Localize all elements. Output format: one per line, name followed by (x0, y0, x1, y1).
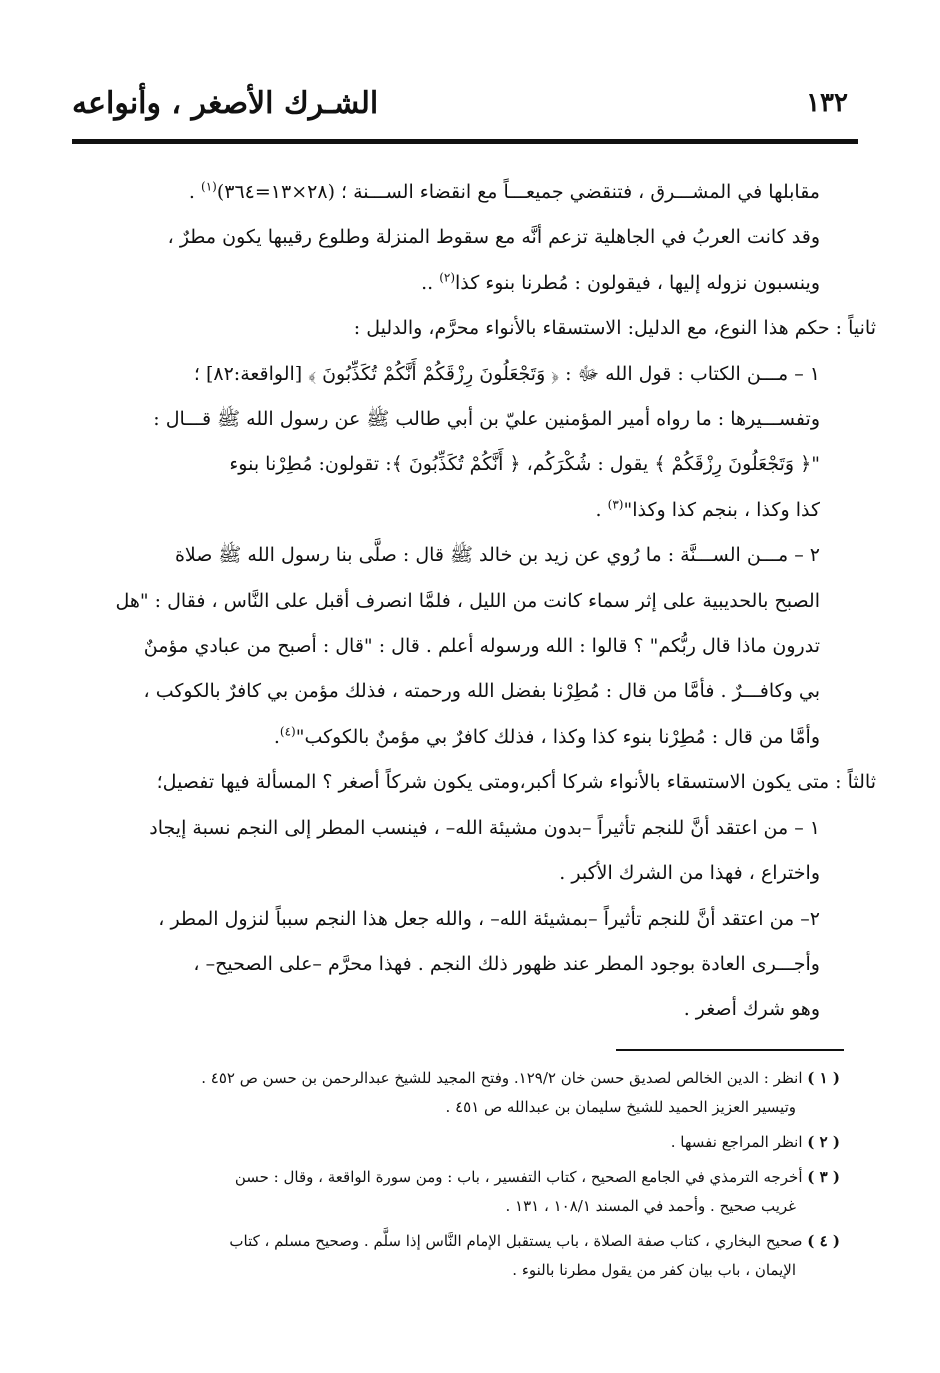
text-line-content: الصبح بالحديبية على إثر سماء كانت من الليل ، فلمَّا انصرف أقبل على النَّاس ، فقال : "هل (115, 589, 820, 612)
text-line (75, 397, 820, 442)
header-rule (72, 139, 858, 144)
footnote-reference: (٣) (607, 497, 624, 512)
text-line-content: مقابلها في المشـــرق ، فتنقضي جميعـــاً مع انقضاء الســـنة ؛ (٢٨×١٣=٣٦٤) (216, 181, 820, 203)
text-line-content: بي وكافـــرٌ . فأمَّا من قال : مُطِرْنا بفضل الله ورحمته ، فذلك مؤمن بي كافرٌ بالكوكب ، (143, 680, 820, 703)
text-line-content: ١ – مـــن الكتاب : قول الله ﷻ : ﴿ وَتَجْعَلُونَ رِزْقَكُمْ أَنَّكُمْ تُكَذِّبُونَ ﴾ [الواقعة:٨٢] ؛ (193, 362, 820, 385)
footnote-number: ( ٤ ) (807, 1232, 840, 1250)
text-line-content: ٢– من اعتقد أنَّ للنجم تأثيراً –بمشيئة الله– ، والله جعل هذا النجم سبباً لنزول المطر ، (158, 907, 820, 930)
footnote-line (100, 1064, 840, 1093)
text-line (75, 306, 876, 351)
footnote (100, 1064, 840, 1122)
text-line (75, 215, 820, 260)
footnote (100, 1163, 840, 1221)
text-line (75, 533, 820, 578)
footnote-text: غريب صحيح . وأحمد في المسند ١٠٨/١ ، ١٣١ . (505, 1197, 796, 1215)
text-line (75, 806, 820, 851)
footnote-text: أخرجه الترمذي في الجامع الصحيح ، كتاب التفسير ، باب : ومن سورة الواقعة ، وقال : حسن (234, 1168, 803, 1186)
footnote-text: انظر المراجع نفسها . (670, 1133, 803, 1151)
text-line-content: تدرون ماذا قال ربُّكم" ؟ قالوا : الله ورسوله أعلم . قال : "قال : أصبح من عبادي مؤمنٌ (143, 635, 820, 658)
footnote-line (100, 1093, 840, 1122)
text-line-content: ١ – من اعتقد أنَّ للنجم تأثيراً –بدون مشيئة الله– ، فينسب المطر إلى النجم نسبة إيجاد (149, 816, 820, 839)
text-line (75, 624, 820, 669)
running-header (72, 80, 858, 140)
text-line-content: "﴿ وَتَجْعَلُونَ رِزْقَكُمْ ﴾ يقول : شُكْرَكُم، ﴿ أَنَّكُمْ تُكَذِّبُونَ ﴾: تقولون: مُطِرْنا بنوء (229, 453, 820, 476)
footnote-text: انظر : الدين الخالص لصديق حسن خان ١٢٩/٢. وفتح المجيد للشيخ عبدالرحمن بن حسن ص ٤٥٢ . (201, 1069, 803, 1087)
text-line-content: ٢ – مـــن الســـنَّة : ما رُوي عن زيد بن خالد ﷺ قال : صلَّى بنا رسول الله ﷺ صلاة (174, 544, 820, 567)
text-line (75, 760, 876, 805)
line-punctuation: . (595, 498, 608, 521)
text-line-content: كذا وكذا ، بنجم كذا وكذا" (623, 498, 820, 521)
footnote-reference: (٢) (439, 270, 456, 285)
footnote-line (100, 1256, 840, 1285)
text-line (75, 442, 820, 487)
footnote-line (100, 1227, 840, 1256)
text-line (75, 942, 820, 987)
text-line (75, 488, 820, 533)
line-punctuation: .. (421, 271, 440, 294)
body-text (75, 170, 876, 1033)
text-line (75, 669, 820, 714)
page-number: ١٣٢ (806, 88, 848, 118)
footnote (100, 1227, 840, 1285)
footnote-line (100, 1192, 840, 1221)
footnote-number: ( ١ ) (807, 1069, 840, 1087)
footnote-text: الإيمان ، باب بيان كفر من يقول مطرنا بالنوء . (512, 1261, 796, 1279)
text-line-content: وتفســـيرها : ما رواه أمير المؤمنين عليّ بن أبي طالب ﷺ عن رسول الله ﷺ قـــال : (153, 408, 820, 431)
line-punctuation: . (188, 181, 201, 203)
footnote-reference: (٤) (279, 724, 296, 739)
footnote-line (100, 1128, 840, 1157)
text-line-content: وينسبون نزوله إليها ، فيقولون : مُطرنا بنوء كذا (455, 271, 820, 294)
text-line (75, 987, 820, 1032)
footnote-number: ( ٢ ) (807, 1133, 840, 1151)
header-title: الشـرك الأصغر ، وأنواعه (72, 86, 379, 121)
text-line-content: وقد كانت العربُ في الجاهلية تزعم أنَّه مع سقوط المنزلة وطلوع رقيبها يكون مطرٌ ، (167, 226, 820, 249)
text-line (75, 352, 820, 397)
footnote-line (100, 1163, 840, 1192)
text-line-content: واختراع ، فهذا من الشرك الأكبر . (559, 862, 820, 885)
text-line (75, 897, 820, 942)
text-line-content: ثانياً : حكم هذا النوع، مع الدليل: الاستسقاء بالأنواء محرَّم، والدليل : (353, 317, 876, 340)
text-line (75, 715, 820, 760)
text-line (75, 170, 820, 215)
text-line (75, 261, 820, 306)
text-line-content: ثالثاً : متى يكون الاستسقاء بالأنواء شركا أكبر،ومتى يكون شركاً أصغر ؟ المسألة فيها تفصيل؛ (156, 771, 876, 794)
text-line-content: وهو شرك أصغر . (683, 998, 820, 1021)
footnote-reference: (١) (201, 179, 217, 194)
text-line (75, 579, 820, 624)
text-line (75, 851, 820, 896)
footnote (100, 1128, 840, 1157)
line-punctuation: . (273, 725, 280, 748)
text-line-content: وأجـــرى العادة بوجود المطر عند ظهور ذلك النجم . فهذا محرَّم –على الصحيح– ، (193, 952, 820, 975)
footnote-separator (616, 1049, 844, 1051)
text-line-content: وأمَّا من قال : مُطِرْنا بنوء كذا وكذا ، فذلك كافرٌ بي مؤمنٌ بالكوكب" (295, 725, 820, 748)
footnotes (100, 1064, 840, 1291)
footnote-text: وتيسير العزيز الحميد للشيخ سليمان بن عبدالله ص ٤٥١ . (445, 1098, 796, 1116)
footnote-number: ( ٣ ) (807, 1168, 840, 1186)
footnote-text: صحيح البخاري ، كتاب صفة الصلاة ، باب يستقبل الإمام النَّاس إذا سلَّم . وصحيح مسلم ، كتاب (229, 1232, 803, 1250)
